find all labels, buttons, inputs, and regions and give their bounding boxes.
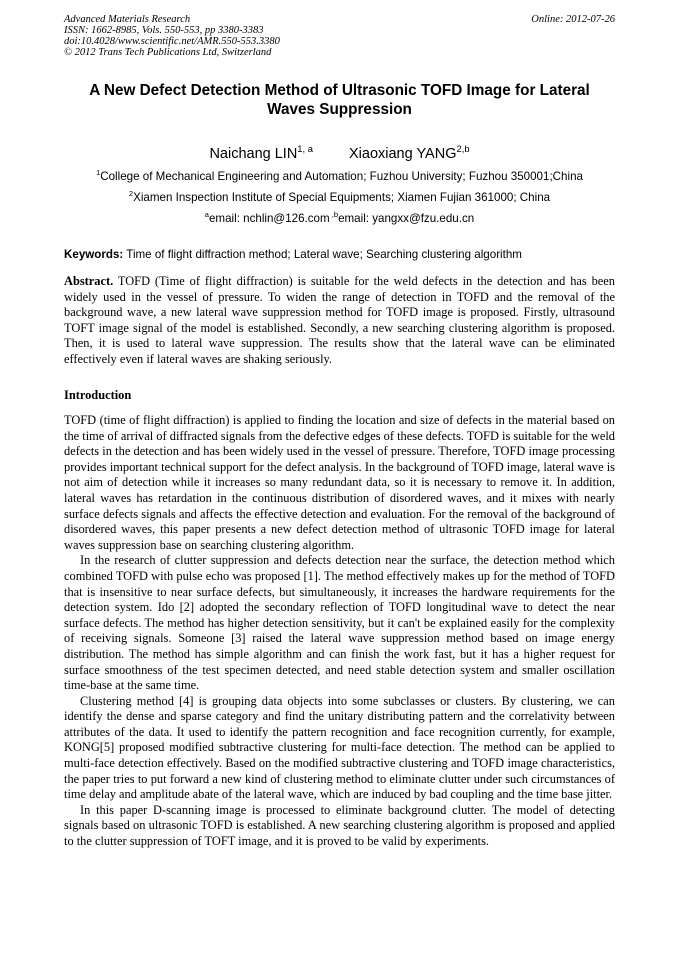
keywords (64, 248, 624, 262)
section-heading-introduction: Introduction (64, 388, 132, 402)
abstract (64, 274, 615, 368)
author-list (64, 145, 615, 163)
email-superscript: b (333, 210, 339, 220)
journal-header (64, 14, 615, 58)
keywords-text: Time of flight diffraction method; Lateral wave; Searching clustering algorithm (123, 248, 522, 261)
affiliation-superscript: 2 (128, 189, 134, 199)
paragraph: TOFD (time of flight diffraction) is applied to finding the location and size of defects in the material based on the time of arrival of diffracted signals from the defective edges of these defects. TOFD is suitable for the weld defects in the detection and has been widely used in the vessel of pressure. Therefore, TOFD image processing provides important technical support for the defect analysis. In the background of TOFD image, lateral wave is not aim of detection while it increases so many redundant data, so it is necessary to remove it. In addition, lateral waves has retardation in the continuous distribution of disordered waves, and it mixes with nearly surface defects signals and affects the effective detection and evaluation. For the removal of the background of disordered waves, this paper presents a new defect detection method of ultrasonic TOFD image for lateral waves suppression base on searching clustering algorithm. (64, 413, 615, 552)
author-superscript: 2,b (456, 143, 470, 155)
email-separator: , (329, 210, 334, 220)
doi-line: doi:10.4028/www.scientific.net/AMR.550-553.3380 (64, 36, 280, 47)
abstract-label: Abstract. (64, 274, 114, 288)
journal-name: Advanced Materials Research (64, 14, 191, 25)
affiliation-2 (64, 191, 615, 205)
email-author-b[interactable]: email: yangxx@fzu.edu.cn (338, 212, 475, 225)
affiliation-superscript: 1 (96, 168, 101, 178)
affiliation-text: Xiamen Inspection Institute of Special Equipments; Xiamen Fujian 361000; China (133, 191, 551, 204)
paragraph: In this paper D-scanning image is processed to eliminate background clutter. The model of detecting signals based on ultrasonic TOFD is established. A new searching clustering algorithm is proposed and applied to the clutter suppression of TOFT image, and it is proved to be valid by experiments. (64, 802, 615, 849)
keywords-label: Keywords: (64, 248, 124, 261)
author-superscript: 1, a (297, 143, 313, 155)
email-line (64, 212, 615, 226)
author-name: Naichang LIN (209, 146, 298, 162)
affiliation-text: College of Mechanical Engineering and Automation; Fuzhou University; Fuzhou 350001;China (100, 170, 583, 183)
author-name: Xiaoxiang YANG (349, 146, 457, 162)
paragraph: In the research of clutter suppression and defects detection near the surface, the detection method which combined TOFD with pulse echo was proposed [1]. The method effectively makes up for the method of TOFD that is insensitive to near surface defects, but simultaneously, it increases the hardware requirements for the detection system. Ido [2] adopted the secondary reflection of TOFD longitudinal wave to detect the near surface defects. The method has higher detection sensitivity, but it can't be explained easily for the complexity of receiving signals. Someone [3] raised the lateral wave suppression method based on image energy distribution. The method has simple algorithm and can finish the work fast, but it has a higher request for surface smoothness of the test specimen detected, and need stable detection system and smaller oscillation time-base at the same time. (64, 553, 615, 693)
email-author-a[interactable]: email: nchlin@126.com (208, 212, 330, 225)
introduction-body (64, 413, 615, 850)
abstract-text: TOFD (Time of flight diffraction) is suitable for the weld defects in the detection and has been widely used in the vessel of pressure. To widen the range of detection in TOFD and the removal of the background wave, a new lateral wave suppression method for TOFD image is proposed. Firstly, ultrasound TOFT image signal of the model is established. Secondly, a new searching clustering algorithm is proposed. Then, it is used to lateral wave suppression. The results show that the lateral wave can be eliminated effectively even if lateral waves are shaking seriously. (64, 274, 615, 366)
issn-line: ISSN: 1662-8985, Vols. 550-553, pp 3380-3383 (64, 25, 264, 36)
copyright-line: © 2012 Trans Tech Publications Ltd, Switzerland (64, 47, 272, 58)
online-date: Online: 2012-07-26 (531, 14, 615, 25)
paragraph: Clustering method [4] is grouping data objects into some subclasses or clusters. By clustering, we can identify the dense and sparse category and find the unitary distributing pattern and the correlativity between attributes of the data. It used to identify the pattern recognition and face recognition currently, for example, KONG[5] proposed modified subtractive clustering for multi-face detection. The method can be applied to multi-face detection effectively. Based on the modified subtractive clustering and TOFD image characteristics, the paper tries to put forward a new kind of clustering method to eliminate clutter under such circumstances of time delay and amplitude abate of the lateral wave, which are induced by bad coupling and the time base jitter. (64, 693, 615, 802)
paper-title: A New Defect Detection Method of Ultrasonic TOFD Image for Lateral Waves Suppression (89, 82, 590, 118)
email-superscript: a (204, 210, 209, 220)
affiliation-1 (64, 170, 615, 184)
